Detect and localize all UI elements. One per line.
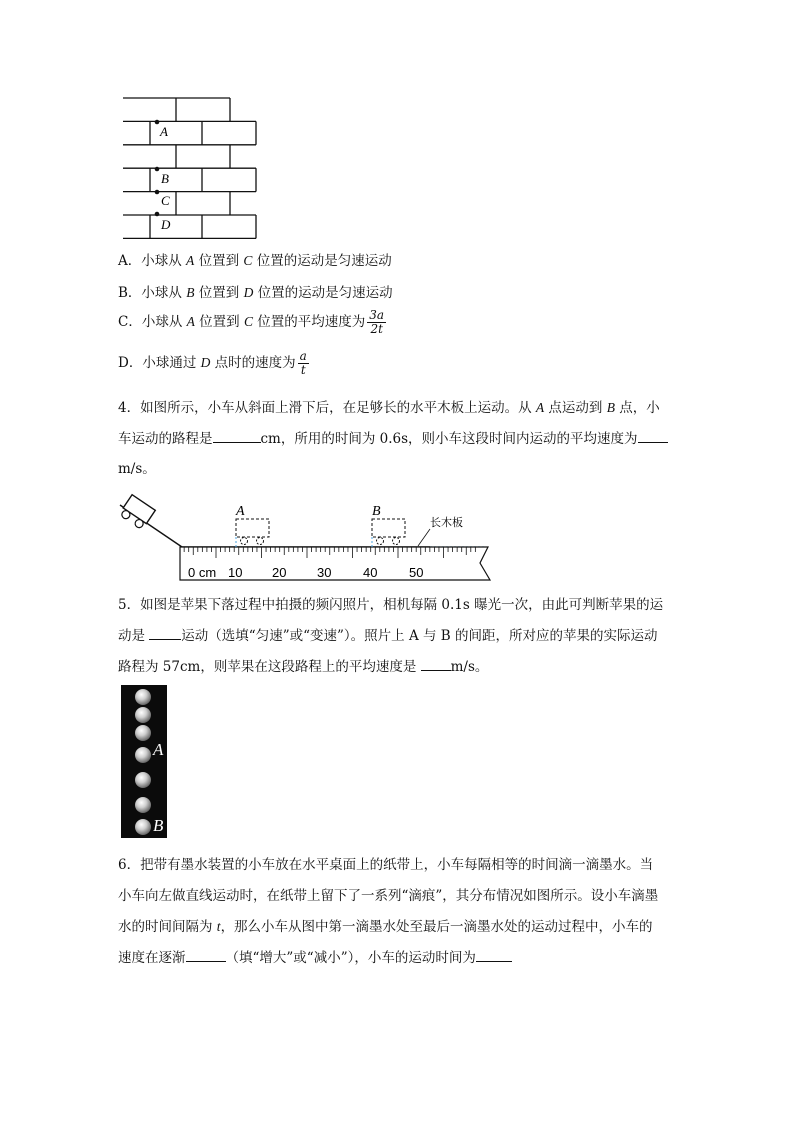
dot-d (155, 212, 160, 217)
q6-text: （填“增大”或“减小”），小车的运动时间为 (225, 950, 476, 966)
photo-label-a: A (153, 740, 164, 759)
q5-line-3 (118, 655, 488, 675)
q6-variable-t: t (216, 919, 221, 934)
option-d (118, 350, 309, 377)
cart-b-outline (372, 519, 405, 537)
apple-image (135, 797, 151, 813)
strobe-photo (121, 685, 167, 838)
apple-image (135, 725, 151, 741)
option-d-suffix: 点时的速度为 (210, 355, 296, 371)
q5-text: 运动（选填“匀速”或“变速”）。照片上 A 与 B 的间距，所对应的苹果的实际运动 (181, 628, 658, 644)
q5-text: m/s。 (450, 659, 489, 675)
q6-text: ，那么小车从图中第一滴墨水处至最后一滴墨水处的运动过程中，小车的 (220, 919, 653, 935)
apple-image (135, 772, 151, 788)
q4-line-3 (118, 457, 156, 477)
fraction-a-over-t (298, 350, 309, 377)
ruler-label-0: 0 cm (188, 565, 217, 580)
cart-a-wheel (257, 538, 264, 545)
option-a-p2: C (243, 253, 253, 268)
position-dots (155, 120, 160, 217)
label-a: A (160, 124, 168, 139)
q4-text: 点运动到 (544, 400, 607, 416)
q4-text: cm，所用的时间为 0.6s，则小车这段时间内运动的平均速度为 (260, 431, 638, 447)
cart-b-wheel (393, 538, 400, 545)
cart-a-wheel (241, 538, 248, 545)
q5-blank-speed[interactable] (421, 657, 451, 671)
option-b-mid: 位置到 (194, 285, 244, 301)
cart-label-a: A (236, 504, 245, 519)
option-a-mid: 位置到 (194, 253, 244, 269)
q6-line-4 (118, 946, 512, 966)
q5-line-2 (118, 624, 658, 644)
q5-text: 路程为 57cm，则苹果在这段路程上的平均速度是 (118, 659, 421, 675)
q6-line-2 (118, 884, 658, 904)
q4-blank-speed[interactable] (638, 429, 668, 443)
option-c-suffix: 位置的平均速度为 (252, 314, 366, 330)
dot-c (155, 190, 160, 195)
option-c-prefix: C．小球从 (118, 314, 187, 330)
brick-wall-figure (118, 96, 258, 236)
q6-blank-time[interactable] (476, 948, 512, 962)
option-b-p2: D (243, 285, 254, 300)
ruler-label-50: 50 (409, 565, 424, 580)
option-a-prefix: A．小球从 (118, 253, 187, 269)
ramp-ruler-figure (118, 485, 498, 581)
cart-a-outline (236, 519, 269, 537)
option-c (118, 309, 386, 336)
q5-text: 5．如图是苹果下落过程中拍摄的频闪照片，相机每隔 0.1s 曝光一次，由此可判断苹果的运 (118, 597, 664, 613)
apple-image (135, 819, 151, 835)
fraction-3a-over-2t (367, 309, 386, 336)
board-label: 长木板 (430, 516, 463, 529)
ruler-label-40: 40 (363, 565, 378, 580)
photo-label-b: B (153, 816, 164, 835)
option-c-p2: C (243, 314, 253, 329)
dot-a (155, 120, 160, 125)
q5-blank-motion[interactable] (149, 626, 181, 640)
q4-line-1 (118, 396, 660, 416)
fraction-numerator: a (299, 349, 307, 363)
option-d-prefix: D．小球通过 (118, 355, 201, 371)
q6-line-1 (118, 853, 653, 873)
fraction-numerator: 3a (369, 308, 385, 322)
cart-b-wheel (377, 538, 384, 545)
q4-text: 点，小 (614, 400, 660, 416)
q6-blank-trend[interactable] (186, 948, 226, 962)
dot-b (155, 167, 160, 172)
label-c: C (161, 193, 170, 208)
option-b-prefix: B．小球从 (118, 285, 187, 301)
label-d: D (161, 217, 171, 232)
q6-text: 小车向左做直线运动时，在纸带上留下了一系列“滴痕”，其分布情况如图所示。设小车滴墨 (118, 888, 659, 904)
ruler-label-20: 20 (272, 565, 287, 580)
option-d-p1: D (200, 355, 211, 370)
apple-image (135, 689, 151, 705)
apple-image (135, 707, 151, 723)
q4-text: 4．如图所示，小车从斜面上滑下后，在足够长的水平木板上运动。从 (118, 400, 536, 416)
option-b-p1: B (186, 285, 195, 300)
label-b: B (161, 171, 169, 186)
option-b (118, 281, 393, 301)
q4-line-2 (118, 427, 668, 447)
option-c-p1: A (186, 314, 195, 329)
q4-blank-distance[interactable] (213, 429, 261, 443)
apple-image (135, 747, 151, 763)
cart-label-b: B (372, 504, 381, 519)
ruler-label-10: 10 (228, 565, 243, 580)
option-a (118, 249, 392, 269)
q4-text: 车运动的路程是 (118, 431, 213, 447)
option-c-mid: 位置到 (194, 314, 244, 330)
q6-text: 速度在逐渐 (118, 950, 186, 966)
ruler-label-30: 30 (317, 565, 332, 580)
q6-line-3 (118, 915, 653, 935)
q4-text: m/s。 (118, 461, 156, 477)
option-b-suffix: 位置的运动是匀速运动 (253, 285, 393, 301)
q5-line-1 (118, 593, 663, 613)
fraction-denominator: 2t (370, 322, 383, 336)
fraction-denominator: t (300, 363, 306, 377)
q6-text: 水的时间间隔为 (118, 919, 217, 935)
q6-text: 6．把带有墨水装置的小车放在水平桌面上的纸带上，小车每隔相等的时间滴一滴墨水。当 (118, 857, 654, 873)
q4-point-b: B (606, 400, 615, 415)
q4-point-a: A (535, 400, 545, 415)
board-label-leader (418, 529, 430, 546)
option-a-suffix: 位置的运动是匀速运动 (252, 253, 392, 269)
option-a-p1: A (186, 253, 195, 268)
q5-text: 动是 (118, 628, 150, 644)
